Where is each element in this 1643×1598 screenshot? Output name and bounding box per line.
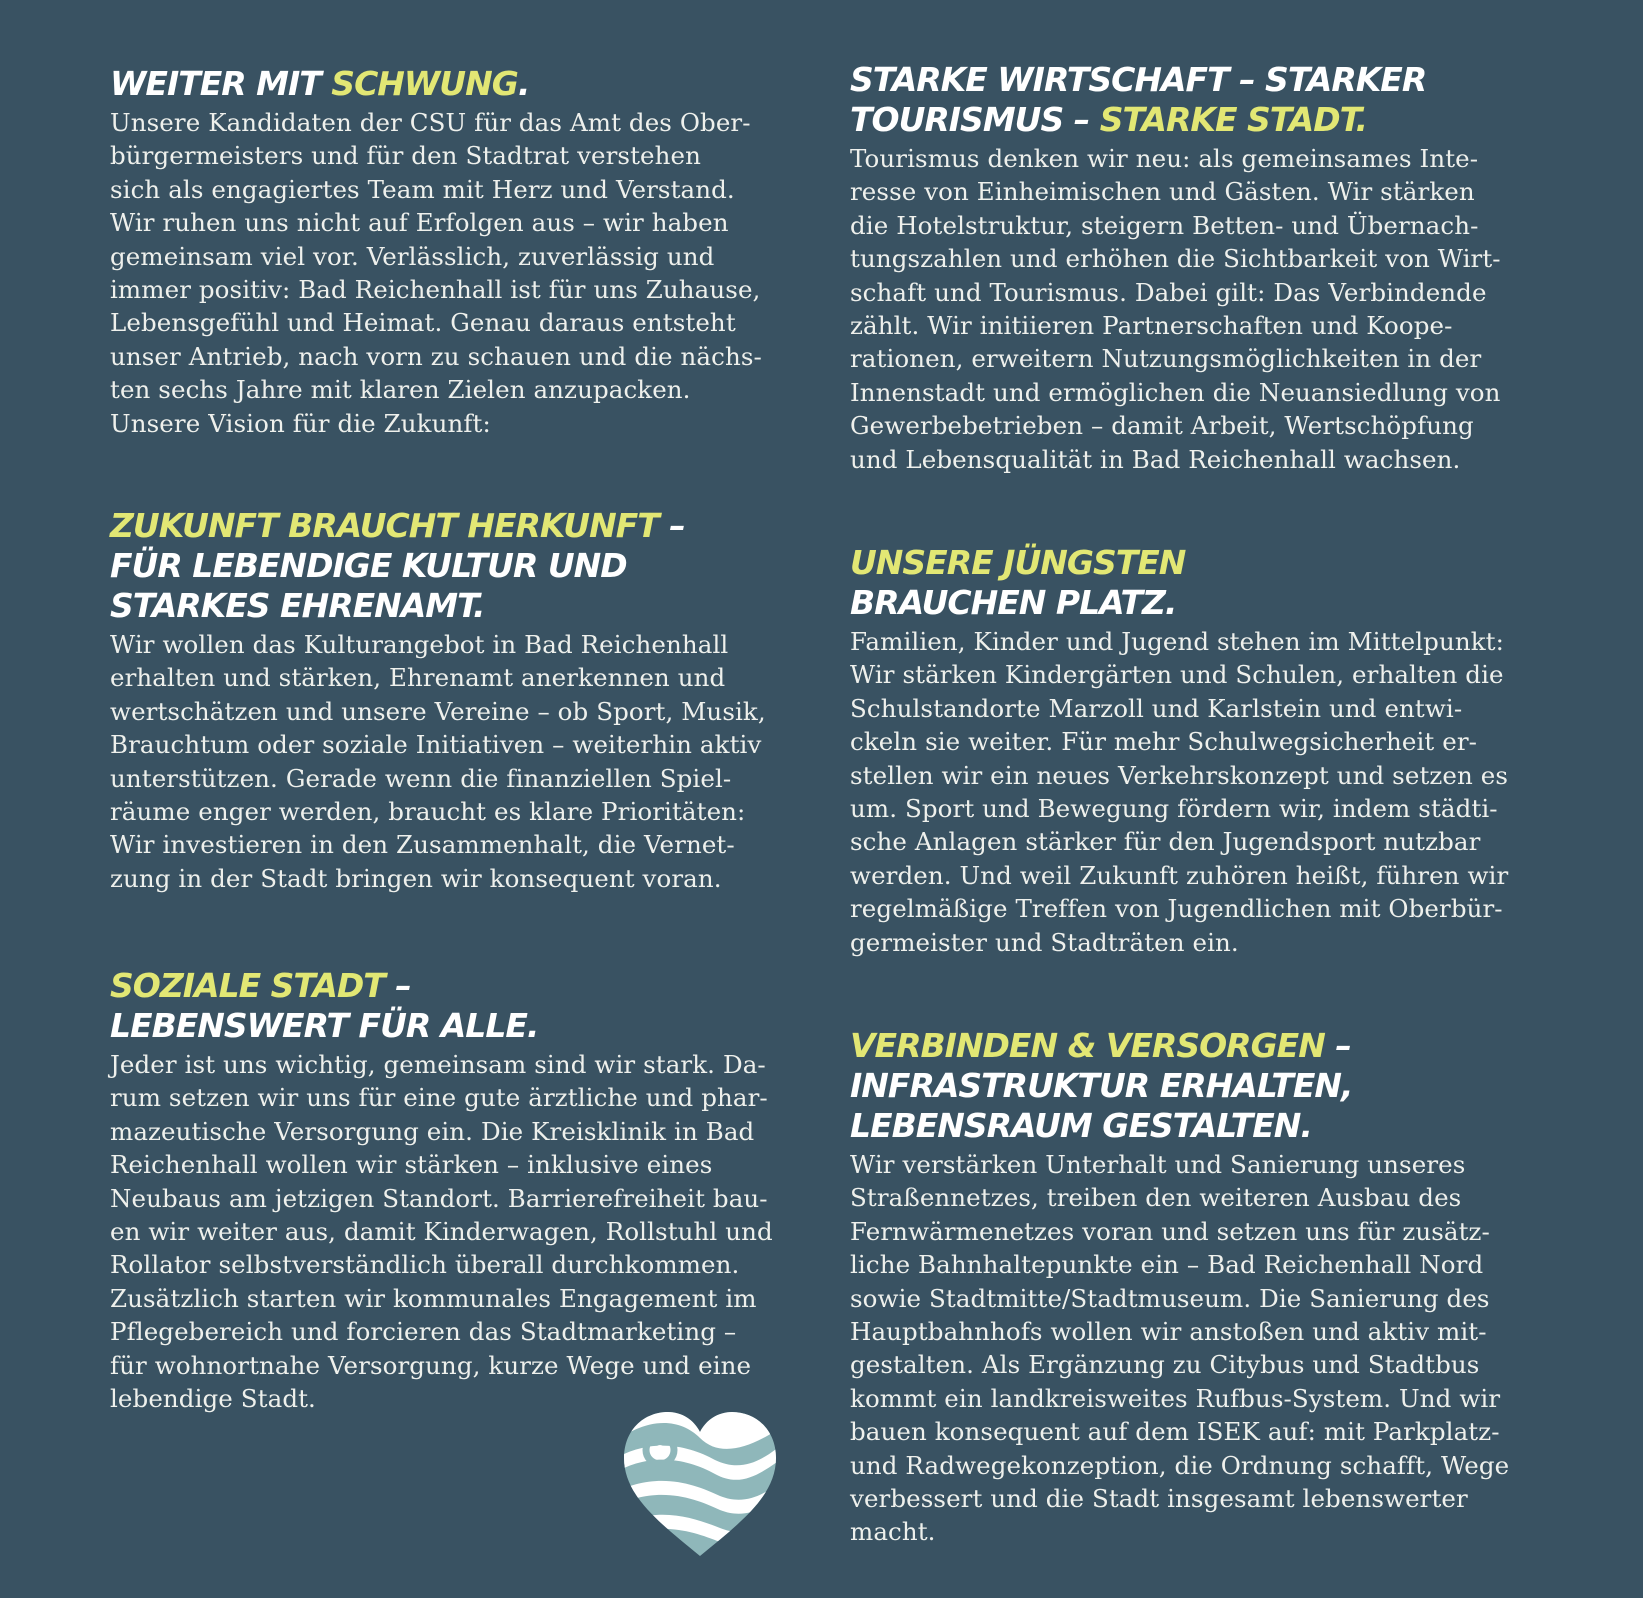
body-line: germeister und Stadträten ein.	[850, 927, 1239, 957]
body-line: sich als engagiertes Team mit Herz und Verstand.	[110, 174, 735, 204]
heart-wave-icon	[620, 1408, 780, 1558]
title-text: INFRASTRUKTUR ERHALTEN,	[850, 1066, 1353, 1105]
title-highlight: UNSERE JÜNGSTEN	[850, 543, 1186, 582]
body-line: Innenstadt und ermöglichen die Neuansiedlung von	[850, 377, 1501, 407]
body-line: sowie Stadtmitte/Stadtmuseum. Die Sanierung des	[850, 1283, 1490, 1313]
body-line: rum setzen wir uns für eine gute ärztliche und phar-	[110, 1083, 768, 1113]
title-text: LEBENSRAUM GESTALTEN.	[850, 1106, 1312, 1145]
body-line: um. Sport und Bewegung fördern wir, indem städti-	[850, 794, 1498, 824]
body-line: kommt ein landkreisweites Rufbus-System. Und wir	[850, 1383, 1501, 1413]
body-line: sche Anlagen stärker für den Jugendsport nutzbar	[850, 827, 1481, 857]
body-line: Familien, Kinder und Jugend stehen im Mittelpunkt:	[850, 627, 1504, 656]
body-line: ckeln sie weiter. Für mehr Schulwegsicherheit er-	[850, 727, 1478, 757]
body-line: Unsere Kandidaten der CSU für das Amt des Ober-	[110, 108, 751, 137]
body-line: gestalten. Als Ergänzung zu Citybus und Stadtbus	[850, 1350, 1480, 1380]
body-line: Schulstandorte Marzoll und Karlstein und entwi-	[850, 693, 1463, 723]
body-line: Lebensgefühl und Heimat. Genau daraus entsteht	[110, 308, 736, 338]
section-title	[850, 543, 1550, 623]
title-text: WEITER MIT	[110, 64, 332, 103]
title-text: LEBENSWERT FÜR ALLE.	[110, 1006, 539, 1045]
body-line: unterstützen. Gerade wenn die finanziellen Spiel-	[110, 763, 732, 793]
title-highlight: STARKE STADT.	[1099, 100, 1368, 139]
body-line: ten sechs Jahre mit klaren Zielen anzupacken.	[110, 375, 691, 405]
title-highlight: ZUKUNFT BRAUCHT HERKUNFT	[110, 506, 659, 545]
title-text: –	[658, 506, 685, 545]
body-line: und Radwegekonzeption, die Ordnung schafft, Wege	[850, 1450, 1510, 1480]
section-unsere-juengsten	[850, 543, 1550, 959]
section-body	[850, 142, 1550, 476]
body-line: zählt. Wir initiieren Partnerschaften und Koope-	[850, 311, 1453, 341]
body-line: die Hotelstruktur, steigern Betten- und Übernach-	[850, 210, 1479, 240]
body-line: Wir ruhen uns nicht auf Erfolgen aus – wir haben	[110, 208, 729, 238]
body-line: werden. Und weil Zukunft zuhören heißt, führen wir	[850, 860, 1509, 890]
body-line: Jeder ist uns wichtig, gemeinsam sind wir stark. Da-	[110, 1050, 766, 1079]
section-title	[850, 1026, 1550, 1146]
title-highlight: SOZIALE STADT	[110, 966, 385, 1005]
section-body	[850, 1148, 1550, 1549]
section-starke-wirtschaft	[850, 60, 1550, 476]
body-line: zung in der Stadt bringen wir konsequent voran.	[110, 863, 722, 893]
title-text: TOURISMUS –	[850, 100, 1100, 139]
body-line: Reichenhall wollen wir stärken – inklusive eines	[110, 1150, 713, 1180]
body-line: Fernwärmenetzes voran und setzen uns für zusätz-	[850, 1216, 1490, 1246]
body-line: Neubaus am jetzigen Standort. Barrierefreiheit bau-	[110, 1183, 768, 1213]
section-title	[850, 60, 1550, 140]
section-body	[110, 1048, 800, 1415]
title-text: –	[1324, 1026, 1351, 1065]
body-line: räume enger werden, braucht es klare Prioritäten:	[110, 797, 746, 827]
title-text: STARKE WIRTSCHAFT – STARKER	[850, 60, 1427, 99]
section-weiter-mit-schwung	[110, 64, 800, 440]
body-line: Unsere Vision für die Zukunft:	[110, 408, 491, 438]
title-text: –	[384, 966, 411, 1005]
section-verbinden-versorgen	[850, 1026, 1550, 1549]
title-text: BRAUCHEN PLATZ.	[850, 583, 1177, 622]
body-line: Hauptbahnhofs wollen wir anstoßen und aktiv mit-	[850, 1317, 1487, 1347]
body-line: Gewerbebetrieben – damit Arbeit, Wertschöpfung	[850, 411, 1474, 441]
section-zukunft-braucht-herkunft	[110, 506, 800, 895]
section-body	[110, 106, 800, 440]
body-line: tungszahlen und erhöhen die Sichtbarkeit von Wirt-	[850, 244, 1501, 274]
body-line: unser Antrieb, nach vorn zu schauen und die nächs-	[110, 341, 762, 371]
body-line: für wohnortnahe Versorgung, kurze Wege und eine	[110, 1350, 752, 1380]
body-line: Tourismus denken wir neu: als gemeinsames Inte-	[850, 144, 1479, 173]
body-line: lebendige Stadt.	[110, 1384, 316, 1414]
section-body	[110, 628, 800, 895]
section-title	[110, 64, 800, 104]
body-line: verbessert und die Stadt insgesamt lebenswerter	[850, 1484, 1468, 1514]
body-line: regelmäßige Treffen von Jugendlichen mit Oberbür-	[850, 894, 1503, 924]
body-line: liche Bahnhaltepunkte ein – Bad Reichenhall Nord	[850, 1250, 1484, 1280]
title-highlight: SCHWUNG	[331, 64, 518, 103]
body-line: Pflegebereich und forcieren das Stadtmarketing –	[110, 1317, 737, 1347]
body-line: und Lebensqualität in Bad Reichenhall wachsen.	[850, 444, 1461, 474]
section-body	[850, 625, 1550, 959]
body-line: gemeinsam viel vor. Verlässlich, zuverlässig und	[110, 241, 715, 271]
body-line: schaft und Tourismus. Dabei gilt: Das Verbindende	[850, 277, 1487, 307]
body-line: Brauchtum oder soziale Initiativen – weiterhin aktiv	[110, 730, 762, 760]
body-line: bürgermeisters und für den Stadtrat verstehen	[110, 141, 701, 171]
title-text: FÜR LEBENDIGE KULTUR UND	[110, 546, 627, 585]
body-line: en wir weiter aus, damit Kinderwagen, Rollstuhl und	[110, 1217, 773, 1247]
section-title	[110, 966, 800, 1046]
section-soziale-stadt	[110, 966, 800, 1415]
section-title	[110, 506, 800, 626]
body-line: mazeutische Versorgung ein. Die Kreisklinik in Bad	[110, 1116, 755, 1146]
body-line: Straßennetzes, treiben den weiteren Ausbau des	[850, 1183, 1462, 1213]
title-highlight: VERBINDEN & VERSORGEN	[850, 1026, 1325, 1065]
body-line: Wir verstärken Unterhalt und Sanierung unseres	[850, 1150, 1466, 1179]
body-line: macht.	[850, 1517, 936, 1547]
body-line: stellen wir ein neues Verkehrskonzept und setzen es	[850, 760, 1509, 790]
body-line: bauen konsequent auf dem ISEK auf: mit Parkplatz-	[850, 1417, 1500, 1447]
body-line: erhalten und stärken, Ehrenamt anerkennen und	[110, 663, 726, 693]
title-text: .	[517, 64, 530, 103]
body-line: Rollator selbstverständlich überall durchkommen.	[110, 1250, 740, 1280]
body-line: Wir wollen das Kulturangebot in Bad Reichenhall	[110, 630, 729, 659]
body-line: immer positiv: Bad Reichenhall ist für uns Zuhause,	[110, 275, 761, 305]
body-line: Wir stärken Kindergärten und Schulen, erhalten die	[850, 660, 1504, 690]
body-line: Zusätzlich starten wir kommunales Engagement im	[110, 1283, 757, 1313]
title-text: STARKES EHRENAMT.	[110, 586, 485, 625]
body-line: resse von Einheimischen und Gästen. Wir stärken	[850, 177, 1475, 207]
body-line: Wir investieren in den Zusammenhalt, die Vernet-	[110, 830, 735, 860]
body-line: wertschätzen und unsere Vereine – ob Sport, Musik,	[110, 696, 766, 726]
body-line: rationen, erweitern Nutzungsmöglichkeiten in der	[850, 344, 1482, 374]
